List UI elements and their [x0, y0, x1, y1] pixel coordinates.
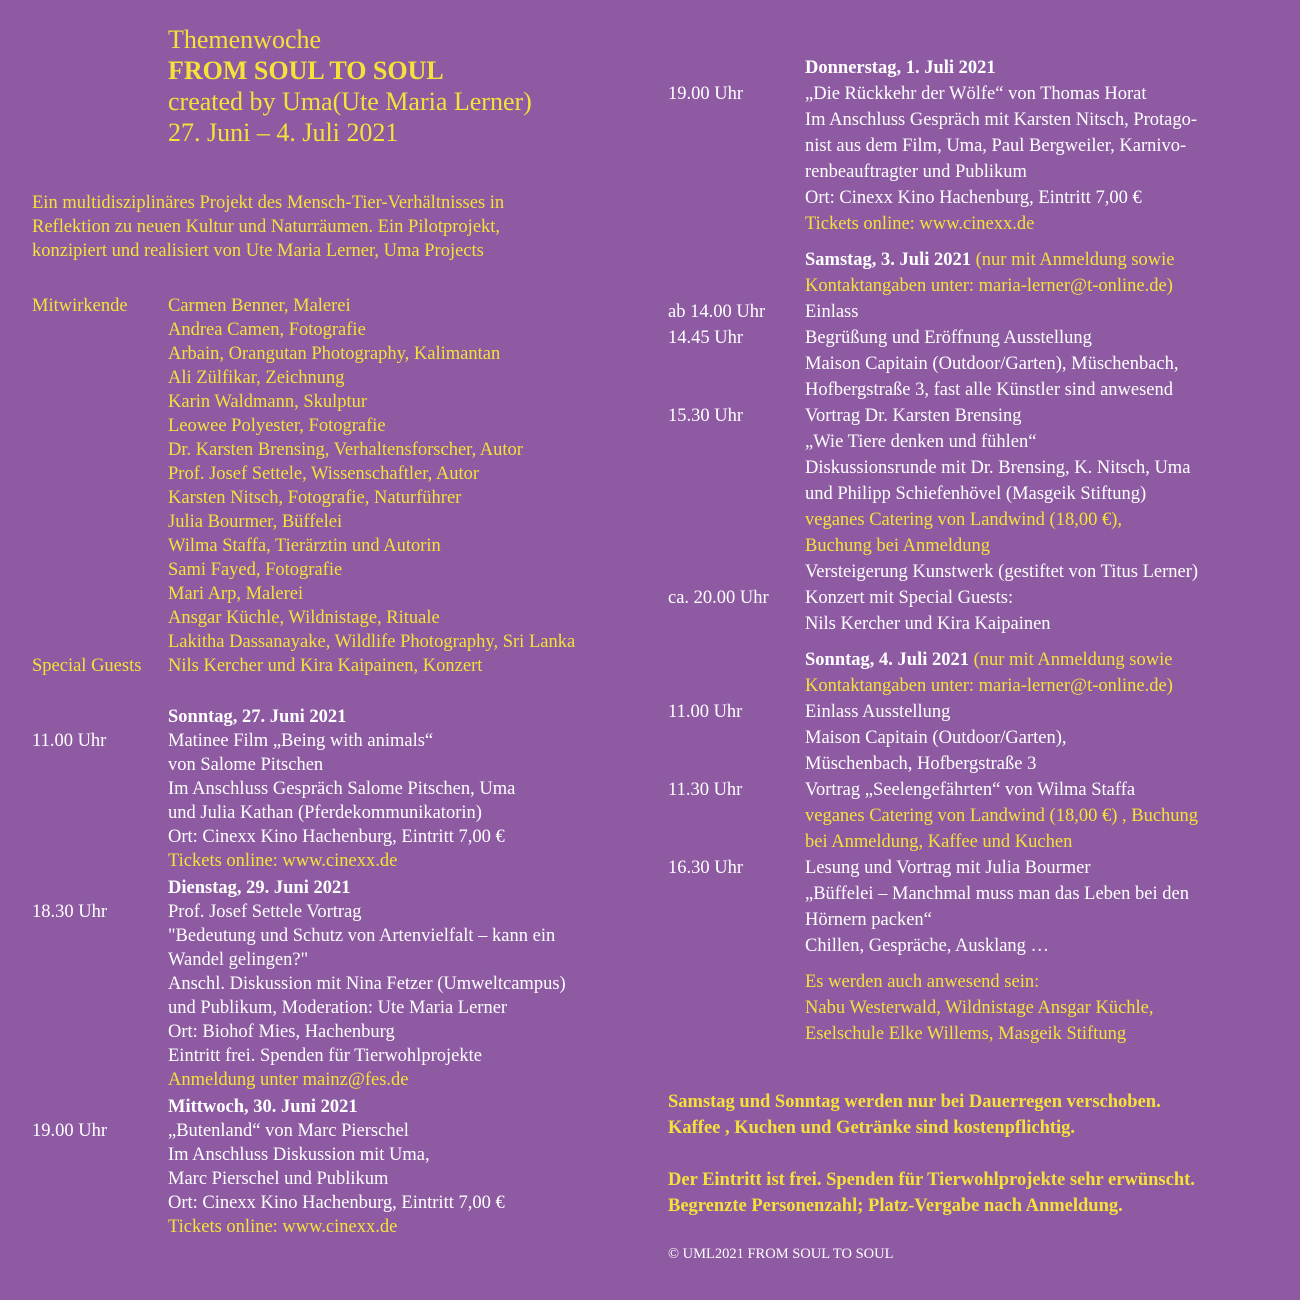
- event-detail-line: Ort: Cinexx Kino Hachenburg, Eintritt 7,00 €: [168, 1193, 505, 1213]
- participant-item: Prof. Josef Settele, Wissenschaftler, Autor: [168, 464, 480, 484]
- event-detail-line: Buchung bei Anmeldung: [805, 536, 990, 556]
- event-detail-line: und Publikum, Moderation: Ute Maria Lerner: [168, 998, 508, 1018]
- event-detail-line: „Büffelei – Manchmal muss man das Leben bei den: [805, 884, 1189, 904]
- event-time: 11.00 Uhr: [32, 731, 107, 751]
- event-detail-line: Einlass Ausstellung: [805, 702, 951, 722]
- event-detail-line: Marc Pierschel und Publikum: [168, 1169, 389, 1189]
- event-detail-line: Ort: Cinexx Kino Hachenburg, Eintritt 7,00 €: [168, 827, 505, 847]
- special-guests-label: Special Guests: [32, 656, 142, 676]
- event-contact-note: Kontaktangaben unter: maria-lerner@t-online.de): [805, 276, 1173, 296]
- event-detail-line: Ort: Biohof Mies, Hachenburg: [168, 1022, 395, 1042]
- event-detail-line: Im Anschluss Gespräch mit Karsten Nitsch, Protago-: [805, 110, 1198, 130]
- event-detail-line: Hofbergstraße 3, fast alle Künstler sind anwesend: [805, 380, 1174, 400]
- event-detail-line: Konzert mit Special Guests:: [805, 588, 1014, 608]
- event-detail-line: Anmeldung unter mainz@fes.de: [168, 1070, 409, 1090]
- event-block: [668, 647, 1288, 959]
- participants-label: Mitwirkende: [32, 296, 128, 316]
- event-time: 15.30 Uhr: [668, 406, 744, 426]
- participant-item: Sami Fayed, Fotografie: [168, 560, 343, 580]
- event-detail-line: von Salome Pitschen: [168, 755, 324, 775]
- participant-item: Carmen Benner, Malerei: [168, 296, 351, 316]
- participant-item: Mari Arp, Malerei: [168, 584, 304, 604]
- participant-item: Leowee Polyester, Fotografie: [168, 416, 386, 436]
- participants-list: [32, 294, 652, 678]
- event-detail-line: Tickets online: www.cinexx.de: [168, 851, 398, 871]
- event-time: 19.00 Uhr: [32, 1121, 108, 1141]
- event-detail-line: Ort: Cinexx Kino Hachenburg, Eintritt 7,00 €: [805, 188, 1142, 208]
- event-detail-line: Diskussionsrunde mit Dr. Brensing, K. Nitsch, Uma: [805, 458, 1191, 478]
- event-contact-note: Kontaktangaben unter: maria-lerner@t-online.de): [805, 676, 1173, 696]
- event-date: Dienstag, 29. Juni 2021: [168, 878, 351, 898]
- event-detail-line: Maison Capitain (Outdoor/Garten),: [805, 728, 1067, 748]
- notice-line: Begrenzte Personenzahl; Platz-Vergabe nach Anmeldung.: [668, 1196, 1123, 1216]
- header-subtitle: Themenwoche: [168, 25, 322, 54]
- participant-item: Julia Bourmer, Büffelei: [168, 512, 343, 532]
- event-time: 14.45 Uhr: [668, 328, 744, 348]
- event-block: [32, 1095, 652, 1239]
- copyright: © UML2021 FROM SOUL TO SOUL: [668, 1246, 894, 1262]
- event-detail-line: Prof. Josef Settele Vortrag: [168, 902, 362, 922]
- notice-line: Kaffee , Kuchen und Getränke sind kostenpflichtig.: [668, 1118, 1076, 1138]
- left-event-list: [32, 705, 652, 1239]
- event-detail-line: Nils Kercher und Kira Kaipainen: [805, 614, 1051, 634]
- event-detail-line: Vortrag Dr. Karsten Brensing: [805, 406, 1022, 426]
- header-dates: 27. Juni – 4. Juli 2021: [168, 118, 399, 147]
- participant-item: Lakitha Dassanayake, Wildlife Photography, Sri Lanka: [168, 632, 576, 652]
- event-detail-line: „Wie Tiere denken und fühlen“: [805, 432, 1037, 452]
- event-detail-line: und Julia Kathan (Pferdekommunikatorin): [168, 803, 482, 823]
- event-detail-line: Lesung und Vortrag mit Julia Bourmer: [805, 858, 1091, 878]
- attendees-line: Eselschule Elke Willems, Masgeik Stiftung: [805, 1024, 1127, 1044]
- event-detail-line: und Philipp Schiefenhövel (Masgeik Stiftung): [805, 484, 1147, 504]
- event-date-line: [805, 247, 1288, 273]
- event-detail-line: "Bedeutung und Schutz von Artenvielfalt – kann ein: [168, 926, 556, 946]
- participant-item: Dr. Karsten Brensing, Verhaltensforscher, Autor: [168, 440, 523, 460]
- notice-line: Der Eintritt ist frei. Spenden für Tierwohlprojekte sehr erwünscht.: [668, 1170, 1195, 1190]
- event-detail-line: Hörnern packen“: [805, 910, 932, 930]
- intro-line: Reflektion zu neuen Kultur und Naturräumen. Ein Pilotprojekt,: [32, 217, 501, 237]
- entry-notice: [668, 1167, 1195, 1219]
- event-time: ca. 20.00 Uhr: [668, 588, 769, 608]
- notice-line: Samstag und Sonntag werden nur bei Dauerregen verschoben.: [668, 1092, 1161, 1112]
- event-detail-line: „Butenland“ von Marc Pierschel: [168, 1121, 409, 1141]
- event-detail-line: Müschenbach, Hofbergstraße 3: [805, 754, 1037, 774]
- special-guests-value: Nils Kercher und Kira Kaipainen, Konzert: [168, 656, 483, 676]
- weather-notice: [668, 1089, 1161, 1141]
- intro-line: konzipiert und realisiert von Ute Maria Lerner, Uma Projects: [32, 241, 484, 261]
- attendees-line: Es werden auch anwesend sein:: [805, 972, 1040, 992]
- event-time: 18.30 Uhr: [32, 902, 108, 922]
- participant-item: Karsten Nitsch, Fotografie, Naturführer: [168, 488, 462, 508]
- intro-line: Ein multidisziplinäres Projekt des Mensch-Tier-Verhältnisses in: [32, 193, 505, 213]
- event-time: 16.30 Uhr: [668, 858, 744, 878]
- right-event-list: [668, 55, 1288, 1047]
- event-registration-note: (nur mit Anmeldung sowie: [968, 650, 1173, 670]
- event-detail-line: Matinee Film „Being with animals“: [168, 731, 434, 751]
- event-date: Samstag, 3. Juli 2021: [805, 250, 972, 270]
- event-detail-line: Im Anschluss Gespräch Salome Pitschen, Uma: [168, 779, 516, 799]
- event-date: Sonntag, 4. Juli 2021: [805, 650, 969, 670]
- event-date-line: [805, 647, 1288, 673]
- event-detail-line: Eintritt frei. Spenden für Tierwohlprojekte: [168, 1046, 482, 1066]
- event-time: 19.00 Uhr: [668, 84, 744, 104]
- event-date: Donnerstag, 1. Juli 2021: [805, 58, 996, 78]
- event-registration-note: (nur mit Anmeldung sowie: [971, 250, 1175, 270]
- header-creator: created by Uma(Ute Maria Lerner): [168, 87, 532, 116]
- event-detail-line: bei Anmeldung, Kaffee und Kuchen: [805, 832, 1073, 852]
- attendees-line: Nabu Westerwald, Wildnistage Ansgar Küchle,: [805, 998, 1154, 1018]
- event-detail-line: Tickets online: www.cinexx.de: [805, 214, 1035, 234]
- event-detail-line: Chillen, Gespräche, Ausklang …: [805, 936, 1050, 956]
- event-detail-line: Einlass: [805, 302, 859, 322]
- event-date-line: [805, 55, 1288, 81]
- event-date: Sonntag, 27. Juni 2021: [168, 707, 347, 727]
- event-detail-line: Tickets online: www.cinexx.de: [168, 1217, 398, 1237]
- event-detail-line: „Die Rückkehr der Wölfe“ von Thomas Horat: [805, 84, 1147, 104]
- intro-text: [32, 191, 632, 263]
- event-time: 11.00 Uhr: [668, 702, 743, 722]
- event-header: [168, 24, 532, 148]
- event-detail-line: veganes Catering von Landwind (18,00 €) , Buchung: [805, 806, 1199, 826]
- event-detail-line: Im Anschluss Diskussion mit Uma,: [168, 1145, 430, 1165]
- event-block: [668, 247, 1288, 637]
- event-detail-line: Maison Capitain (Outdoor/Garten), Müschenbach,: [805, 354, 1179, 374]
- event-time: ab 14.00 Uhr: [668, 302, 766, 322]
- event-detail-line: Wandel gelingen?": [168, 950, 309, 970]
- event-date: Mittwoch, 30. Juni 2021: [168, 1097, 358, 1117]
- event-detail-line: renbeauftragter und Publikum: [805, 162, 1027, 182]
- participant-item: Arbain, Orangutan Photography, Kalimantan: [168, 344, 501, 364]
- participant-item: Wilma Staffa, Tierärztin und Autorin: [168, 536, 441, 556]
- event-detail-line: Versteigerung Kunstwerk (gestiftet von Titus Lerner): [805, 562, 1199, 582]
- event-detail-line: nist aus dem Film, Uma, Paul Bergweiler, Karnivo-: [805, 136, 1187, 156]
- participant-item: Andrea Camen, Fotografie: [168, 320, 366, 340]
- participant-item: Ali Zülfikar, Zeichnung: [168, 368, 345, 388]
- event-detail-line: Vortrag „Seelengefährten“ von Wilma Staffa: [805, 780, 1136, 800]
- event-time: 11.30 Uhr: [668, 780, 743, 800]
- event-block: [668, 55, 1288, 237]
- participant-item: Ansgar Küchle, Wildnistage, Rituale: [168, 608, 440, 628]
- event-detail-line: Begrüßung und Eröffnung Ausstellung: [805, 328, 1092, 348]
- event-detail-line: Anschl. Diskussion mit Nina Fetzer (Umweltcampus): [168, 974, 566, 994]
- event-detail-line: veganes Catering von Landwind (18,00 €),: [805, 510, 1122, 530]
- event-block: [32, 705, 652, 873]
- header-title: FROM SOUL TO SOUL: [168, 56, 444, 85]
- participant-item: Karin Waldmann, Skulptur: [168, 392, 368, 412]
- attendees-note: [805, 969, 1288, 1047]
- event-block: [32, 876, 652, 1092]
